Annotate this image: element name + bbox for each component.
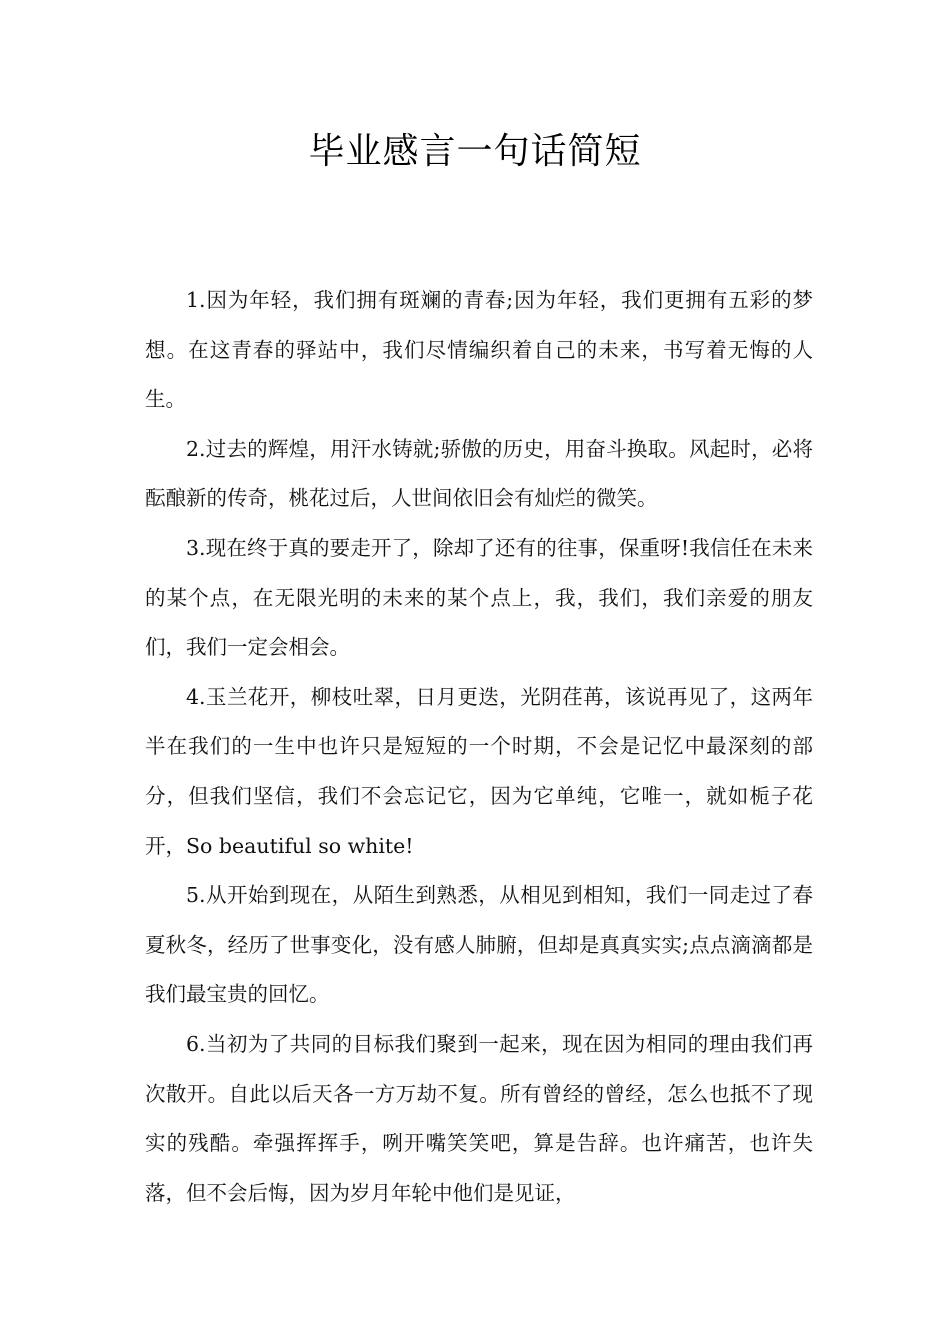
paragraph-4: 4.玉兰花开，柳枝吐翠，日月更迭，光阴荏苒，该说再见了，这两年半在我们的一生中也许只是短短的一个时期，不会是记忆中最深刻的部分，但我们坚信，我们不会忘记它，因为它单纯，它唯一，就如栀子花开，So beautiful so white! (145, 684, 813, 858)
paragraph-1: 1.因为年轻，我们拥有斑斓的青春;因为年轻，我们更拥有五彩的梦想。在这青春的驿站中，我们尽情编织着自己的未来，书写着无悔的人生。 (145, 288, 813, 412)
paragraph-6: 6.当初为了共同的目标我们聚到一起来，现在因为相同的理由我们再次散开。自此以后天各一方万劫不复。所有曾经的曾经，怎么也抵不了现实的残酷。牵强挥挥手，咧开嘴笑笑吧，算是告辞。也许痛苦，也许失落，但不会后悔，因为岁月年轮中他们是见证， (145, 1031, 813, 1205)
document-title: 毕业感言一句话简短 (308, 131, 642, 172)
paragraph-2: 2.过去的辉煌，用汗水铸就;骄傲的历史，用奋斗换取。风起时，必将酝酿新的传奇，桃花过后，人世间依旧会有灿烂的微笑。 (145, 436, 813, 511)
paragraph-3: 3.现在终于真的要走开了，除却了还有的往事，保重呀!我信任在未来的某个点，在无限光明的未来的某个点上，我，我们，我们亲爱的朋友们，我们一定会相会。 (145, 535, 813, 660)
paragraph-5: 5.从开始到现在，从陌生到熟悉，从相见到相知，我们一同走过了春夏秋冬，经历了世事变化，没有感人肺腑，但却是真真实实;点点滴滴都是我们最宝贵的回忆。 (145, 883, 813, 1007)
document-body (145, 276, 813, 1218)
